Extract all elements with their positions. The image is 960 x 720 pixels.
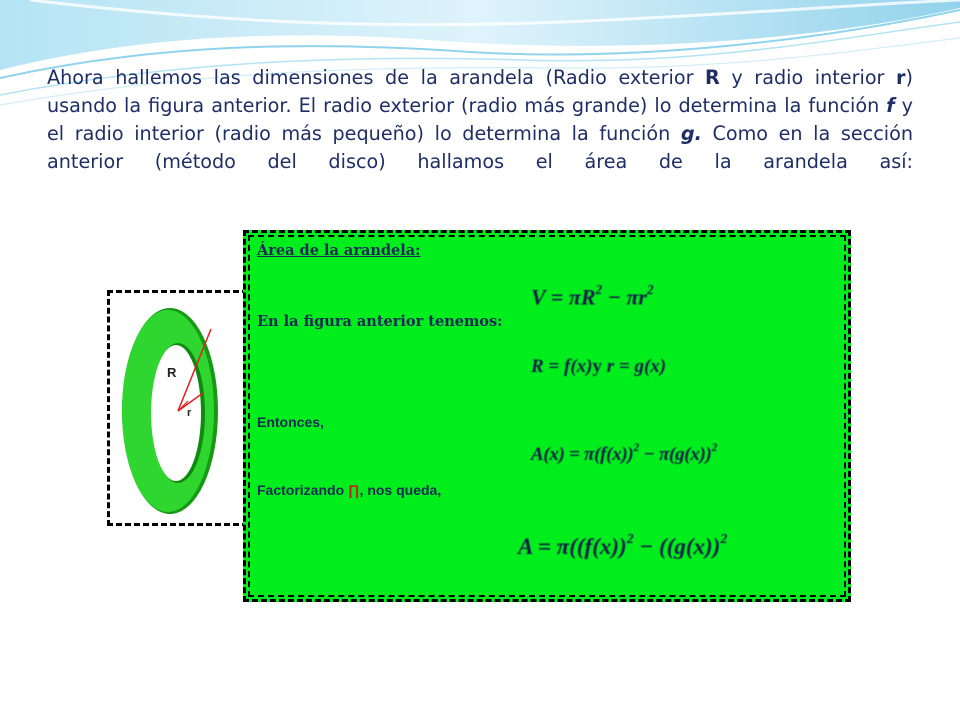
tenemos-label: En la figura anterior tenemos: xyxy=(257,313,503,330)
intro-paragraph: Ahora hallemos las dimensiones de la arandela (Radio exterior R y radio interior r) usando la figura anterior. El radio exterior (radio más grande) lo determina la función f y el radio interior (radio más pequeño) lo determina la función g. Como en la sección anterior (método del disco) hallamos el área de la arandela así: xyxy=(47,66,913,173)
washer-ring-illustration xyxy=(110,293,260,529)
label-r: r xyxy=(187,407,192,419)
factorizando-label: Factorizando ∏, nos queda, xyxy=(257,482,442,498)
text-r: r xyxy=(896,66,906,89)
formula-radii: R = f(x)y r = g(x) xyxy=(531,356,667,377)
formula-area-x: $A(x) = \pi(f(x))^2 - \pi(g(x))^2$ xyxy=(531,442,717,466)
text-g: g. xyxy=(680,122,702,145)
pi-symbol: ∏ xyxy=(348,482,360,498)
area-title: Área de la arandela: xyxy=(257,242,421,259)
washer-figure xyxy=(107,290,257,526)
text-R: R xyxy=(705,66,720,89)
entonces-label: Entonces, xyxy=(257,414,324,430)
formula-panel xyxy=(243,230,851,602)
label-R: R xyxy=(167,365,177,380)
formula-volume: $V = \pi R^2 - \pi r^2$ xyxy=(531,282,654,310)
text-f: f xyxy=(886,94,895,117)
formula-area-factored: $A = \pi((f(x))^2 - ((g(x))^2$ xyxy=(518,531,728,560)
